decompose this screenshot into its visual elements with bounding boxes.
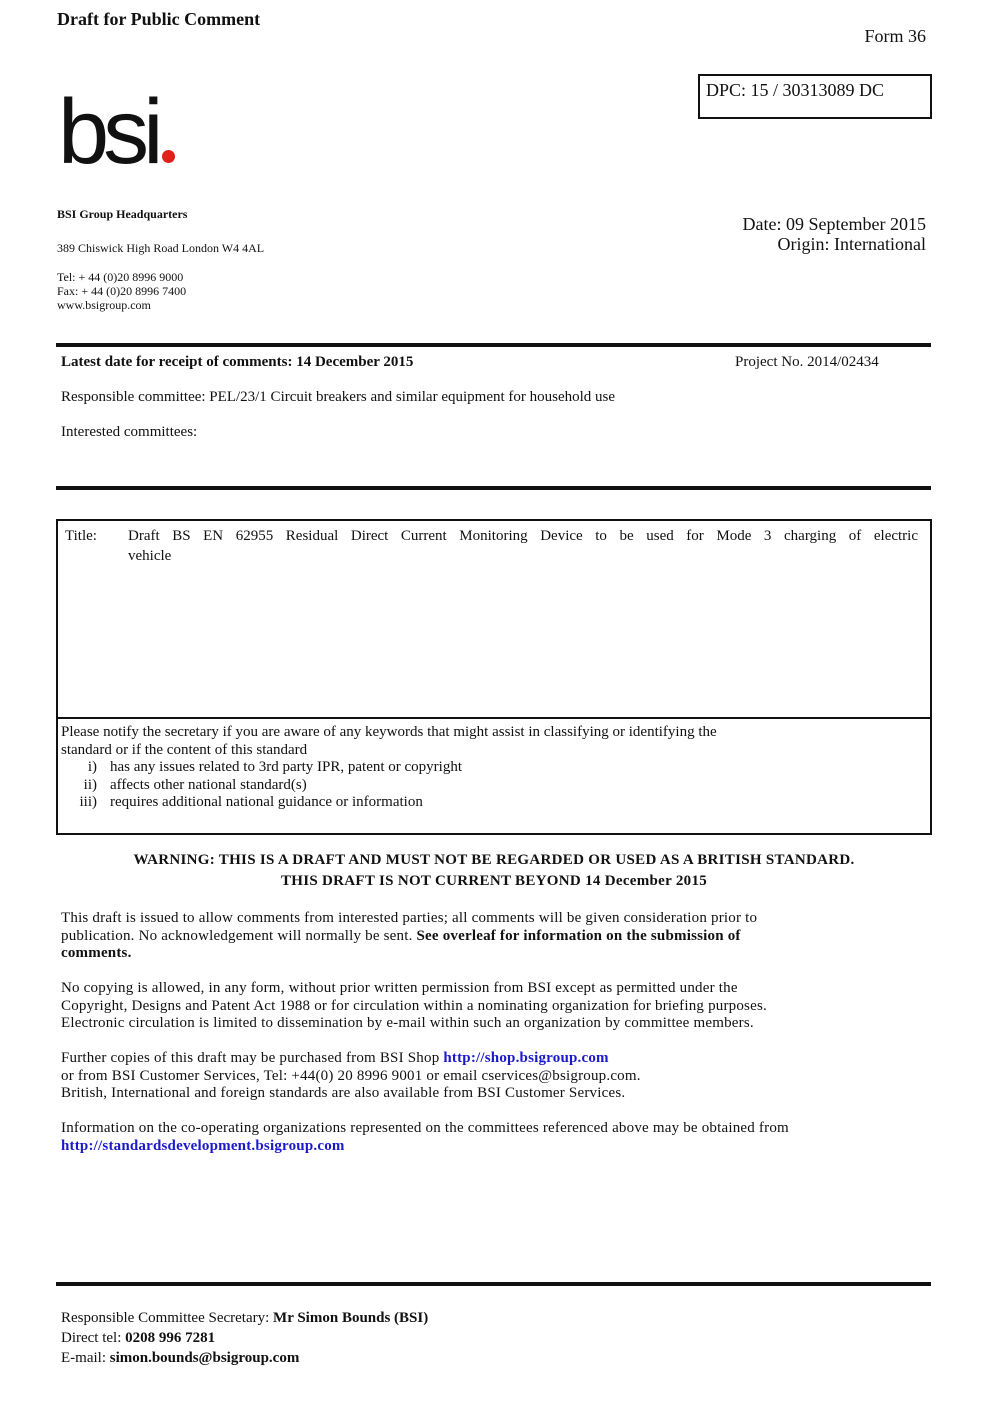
- footer-email: [61, 1350, 299, 1367]
- p2-line1: No copying is allowed, in any form, without prior written permission from BSI except as permitted under the: [61, 980, 738, 996]
- p1-line1: This draft is issued to allow comments from interested parties; all comments will be given consideration prior to: [61, 910, 758, 926]
- notify-item: [61, 794, 873, 812]
- responsible-committee: Responsible committee: PEL/23/1 Circuit breakers and similar equipment for household use: [61, 389, 616, 405]
- draft-label: Draft for Public Comment: [57, 9, 261, 29]
- project-no: Project No. 2014/02434: [735, 354, 879, 370]
- email-value[interactable]: simon.bounds@bsigroup.com: [109, 1350, 300, 1366]
- title-line1: Draft BS EN 62955 Residual Direct Current Monitoring Device to be used for Mode 3 charging of electric: [128, 528, 918, 544]
- notify-item: [61, 777, 873, 795]
- p3-line1-plain: Further copies of this draft may be purchased from BSI Shop: [61, 1050, 440, 1066]
- p2-line3: Electronic circulation is limited to dissemination by e-mail within such an organization by committee members.: [61, 1015, 754, 1031]
- notify-item-text: has any issues related to 3rd party IPR, patent or copyright: [110, 759, 463, 775]
- bsi-logo-text: bsi: [58, 81, 158, 183]
- notify-text: [61, 724, 873, 812]
- notify-item-text: requires additional national guidance or information: [110, 794, 423, 810]
- p4-line1: Information on the co-operating organizations represented on the committees referenced above may be obtained from: [61, 1120, 789, 1136]
- title-line2: vehicle: [128, 548, 172, 564]
- interested-committees: Interested committees:: [61, 424, 198, 440]
- p3-line1: [61, 1050, 921, 1068]
- tel-label: Direct tel:: [61, 1330, 122, 1346]
- secretary-name: Mr Simon Bounds (BSI): [273, 1310, 429, 1326]
- tel-value: 0208 996 7281: [125, 1330, 216, 1346]
- footer-secretary: [61, 1310, 428, 1327]
- paragraph-issue: [61, 910, 921, 963]
- notify-item: [61, 759, 873, 777]
- paragraph-copying: [61, 980, 921, 1033]
- paragraph-copies: [61, 1050, 921, 1103]
- dpc-box: [698, 74, 932, 119]
- date-text: Date: 09 September 2015: [742, 214, 926, 234]
- p3-line2: or from BSI Customer Services, Tel: +44(0) 20 8996 9001 or email cservices@bsigroup.com.: [61, 1067, 641, 1084]
- address-tel: Tel: + 44 (0)20 8996 9000: [57, 270, 184, 284]
- warning-line1: WARNING: THIS IS A DRAFT AND MUST NOT BE REGARDED OR USED AS A BRITISH STANDARD.: [133, 852, 855, 868]
- divider-top: [56, 343, 931, 347]
- title-text: [128, 528, 918, 565]
- p3-line3: British, International and foreign standards are also available from BSI Customer Services.: [61, 1085, 626, 1101]
- divider-bottom: [56, 1282, 931, 1286]
- footer-tel: [61, 1330, 215, 1347]
- notify-intro-line2: standard or if the content of this standard: [61, 741, 308, 758]
- address-web: www.bsigroup.com: [57, 298, 151, 312]
- standards-dev-link[interactable]: http://standardsdevelopment.bsigroup.com: [61, 1137, 345, 1154]
- notify-item-num: iii): [79, 794, 97, 810]
- notify-item-text: affects other national standard(s): [110, 776, 307, 793]
- paragraph-info: [61, 1120, 921, 1155]
- address-org: BSI Group Headquarters: [57, 207, 188, 221]
- address-street: 389 Chiswick High Road London W4 4AL: [57, 241, 265, 255]
- divider-middle: [56, 486, 931, 490]
- p1-line2: [61, 928, 921, 946]
- title-box-divider: [58, 717, 930, 719]
- address-fax: Fax: + 44 (0)20 8996 7400: [57, 284, 187, 298]
- notify-item-num: i): [87, 759, 97, 775]
- title-label: Title:: [65, 528, 97, 544]
- form-label: Form 36: [864, 26, 926, 46]
- secretary-label: Responsible Committee Secretary:: [61, 1310, 270, 1326]
- bsi-logo: [58, 81, 175, 183]
- title-notify-box: [56, 519, 932, 835]
- origin-text: Origin: International: [777, 234, 926, 254]
- shop-link[interactable]: http://shop.bsigroup.com: [443, 1050, 609, 1066]
- notify-list: [61, 759, 873, 812]
- p1-line2-bold: See overleaf for information on the submission of: [416, 927, 741, 944]
- email-label: E-mail:: [61, 1350, 106, 1366]
- p1-line3: comments.: [61, 945, 132, 961]
- p1-line2-plain: publication. No acknowledgement will normally be sent.: [61, 927, 413, 944]
- latest-date: Latest date for receipt of comments: 14 December 2015: [61, 354, 414, 370]
- p2-line2: Copyright, Designs and Patent Act 1988 or for circulation within a nominating organization for briefing purposes.: [61, 997, 767, 1014]
- notify-intro-line1: Please notify the secretary if you are aware of any keywords that might assist in classifying or identifying the: [61, 724, 717, 740]
- bsi-logo-dot: [162, 150, 175, 163]
- warning-line2: THIS DRAFT IS NOT CURRENT BEYOND 14 December 2015: [280, 873, 708, 889]
- notify-item-num: ii): [83, 776, 97, 793]
- dpc-ref: DPC: 15 / 30313089 DC: [706, 80, 885, 100]
